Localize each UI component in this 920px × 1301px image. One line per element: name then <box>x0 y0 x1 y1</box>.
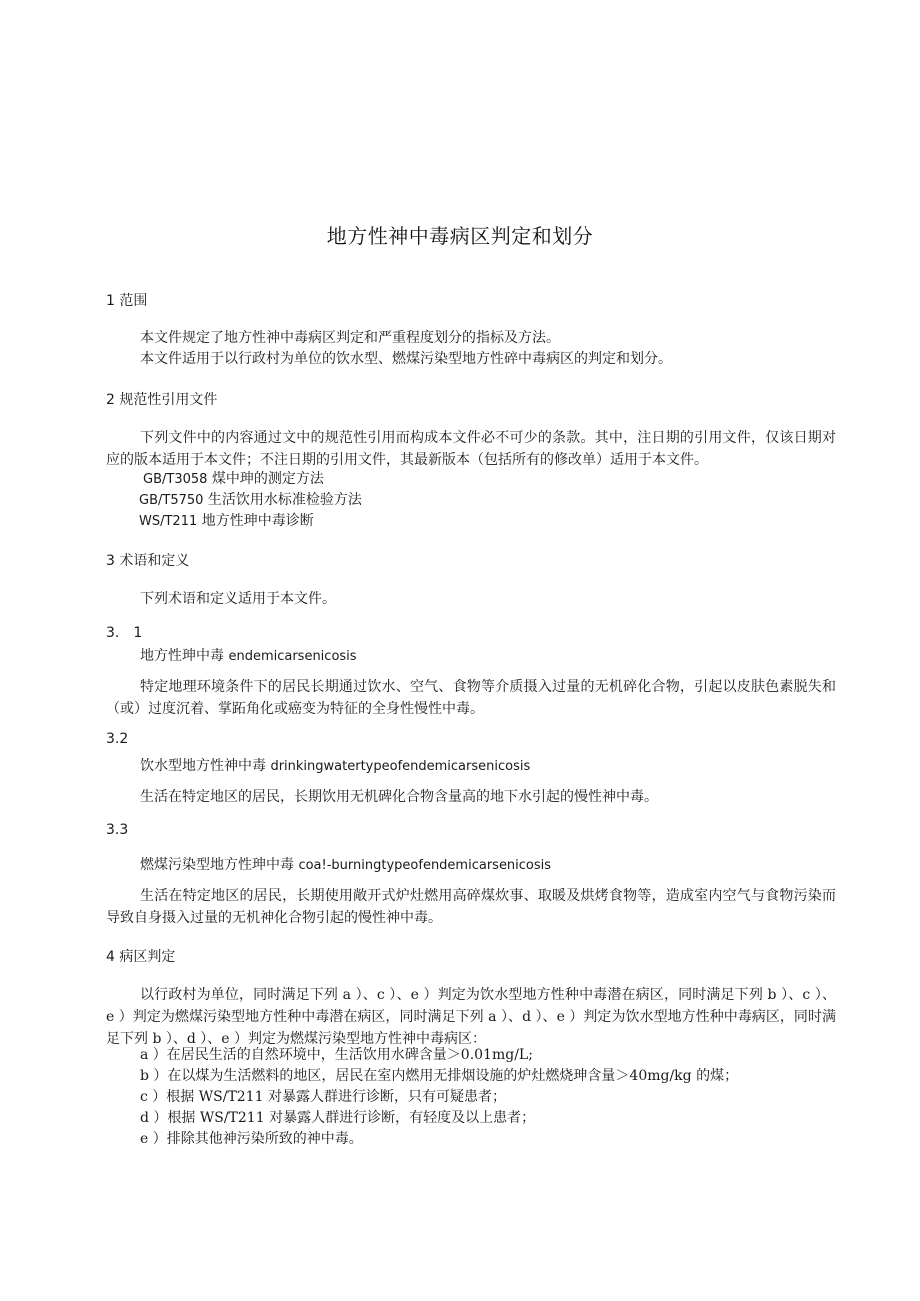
reference-code: GB/T3058 <box>143 472 208 487</box>
references-paragraph: 下列文件中的内容通过文中的规范性引用而构成本文件必不可少的条款。其中，注日期的引用文件，仅该日期对应的版本适用于本文件；不注日期的引用文件，其最新版本（包括所有的修改单）适用于本文件。 <box>106 430 836 468</box>
scope-paragraph-1: 本文件规定了地方性神中毒病区判定和严重程度划分的指标及方法。 <box>140 330 560 346</box>
term-definition: 特定地理环境条件下的居民长期通过饮水、空气、食物等介质摄入过量的无机碎化合物，引起以皮肤色素脱失和（或）过度沉着、掌跖角化或癌变为特征的全身性慢性中毒。 <box>106 679 836 717</box>
term-number: 3.2 <box>106 731 129 747</box>
term-name-zh: 燃煤污染型地方性珅中毒 <box>140 857 294 873</box>
scope-paragraph-2: 本文件适用于以行政村为单位的饮水型、燃煤污染型地方性碎中毒病区的判定和划分。 <box>140 351 672 367</box>
reference-code: WS/T211 <box>139 514 198 529</box>
section-heading-area-determination: 4 病区判定 <box>106 949 176 965</box>
document-title: 地方性神中毒病区判定和划分 <box>326 224 594 248</box>
criteria-item: a ）在居民生活的自然环境中，生活饮用水碑含量＞0.01mg∕L; <box>140 1047 533 1063</box>
criteria-item: d ）根据 WS/T211 对暴露人群进行诊断，有轻度及以上患者； <box>140 1110 536 1126</box>
term-number: 3. 1 <box>106 625 143 641</box>
determination-paragraph: 以行政村为单位，同时满足下列 a ）、c ）、e ）判定为饮水型地方性种中毒潜在病区，同时满足下列 b ）、c ）、e ）判定为燃煤污染型地方性种中毒潜在病区，同时满足下列 a ）、d ）、e ）判定为饮水型地方性种中毒病区，同时满足下列 b ）、d ）、e ）判定为燃煤污染型地方性神中毒病区： <box>106 987 836 1047</box>
term-number: 3.3 <box>106 822 129 838</box>
term-name-zh: 饮水型地方性神中毒 <box>140 758 266 774</box>
reference-title: 地方性珅中毒诊断 <box>201 513 314 529</box>
reference-item <box>143 469 324 490</box>
criteria-item: e ）排除其他神污染所致的神中毒。 <box>140 1131 363 1147</box>
reference-code: GB/T5750 <box>139 493 204 508</box>
criteria-item: c ）根据 WS/T211 对暴露人群进行诊断，只有可疑患者； <box>140 1089 506 1105</box>
reference-item <box>139 490 362 511</box>
term-definition: 生活在特定地区的居民，长期饮用无机碑化合物含量高的地下水引起的慢性神中毒。 <box>140 789 658 805</box>
criteria-item: b ）在以煤为生活燃料的地区，居民在室内燃用无排烟设施的炉灶燃烧珅含量＞40mg∕kg 的煤； <box>140 1068 739 1084</box>
term-name-en: coa!-burningtypeofendemicarsenicosis <box>298 858 552 873</box>
reference-title: 生活饮用水标准检验方法 <box>207 492 362 508</box>
reference-item <box>139 511 314 532</box>
term-name-en: drinkingwatertypeofendemicarsenicosis <box>270 759 531 774</box>
term-name <box>140 645 357 665</box>
term-definition: 生活在特定地区的居民，长期使用敞开式炉灶燃用高碎煤炊事、取暖及烘烤食物等，造成室内空气与食物污染而导致自身摄入过量的无机神化合物引起的慢性神中毒。 <box>106 888 836 926</box>
section-heading-normative-references: 2 规范性引用文件 <box>106 392 218 408</box>
term-name <box>140 854 551 874</box>
term-name-en: endemicarsenicosis <box>228 649 357 664</box>
term-name-zh: 地方性珅中毒 <box>140 648 224 664</box>
section-heading-scope: 1 范围 <box>106 293 148 309</box>
term-name <box>140 755 530 775</box>
reference-title: 煤中珅的测定方法 <box>211 471 324 487</box>
section-heading-terms-definitions: 3 术语和定义 <box>106 553 190 569</box>
terms-intro: 下列术语和定义适用于本文件。 <box>140 591 336 607</box>
